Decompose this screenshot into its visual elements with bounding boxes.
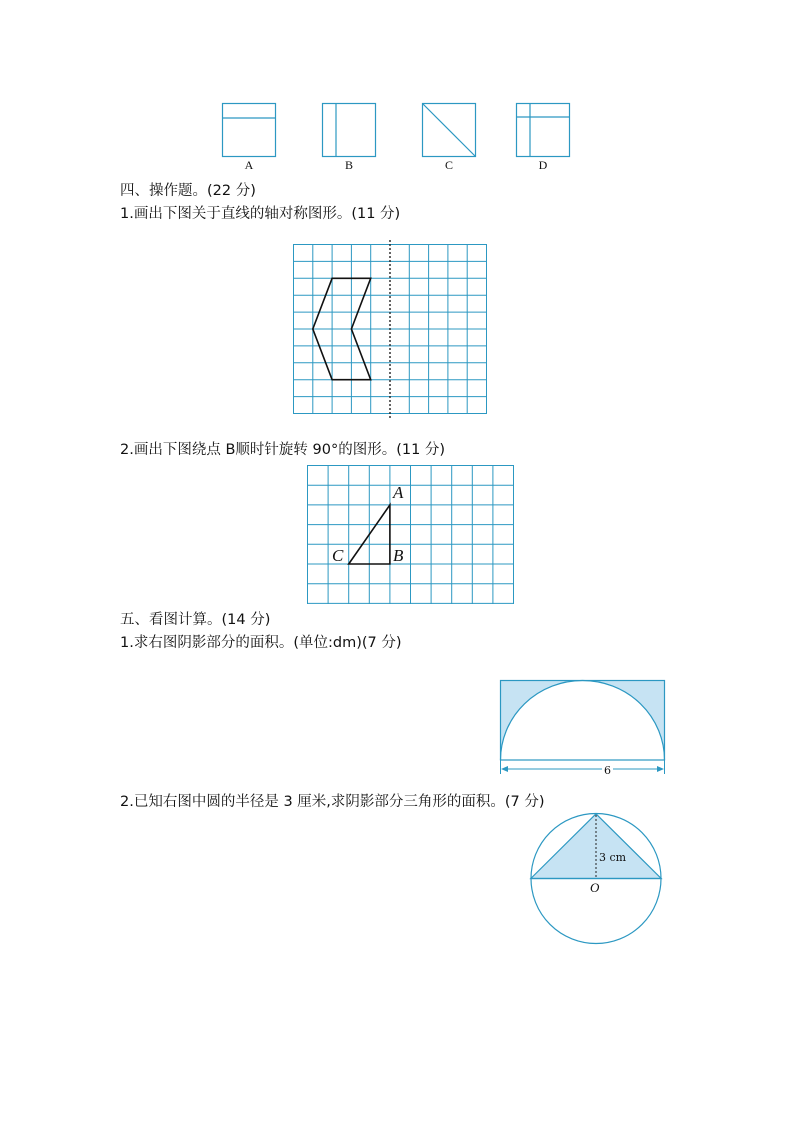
section-5-question-1: 1.求右图阴影部分的面积。(单位:dm)(7 分) [120, 635, 402, 651]
point-c-label: C [332, 546, 344, 565]
point-a-label: A [393, 483, 404, 502]
option-label-b: B [344, 158, 353, 172]
symmetry-grid [293, 244, 488, 414]
shaded-region [501, 681, 665, 761]
section-4-question-1: 1.画出下图关于直线的轴对称图形。(11 分) [120, 206, 401, 222]
center-label: O [590, 880, 600, 895]
option-d-figure [516, 103, 570, 157]
section-4-heading: 四、操作题。(22 分) [120, 183, 256, 199]
option-label-a: A [244, 158, 254, 172]
grid-lines [307, 465, 514, 604]
option-a-figure [222, 103, 276, 157]
option-c-figure [422, 103, 476, 157]
option-label-c: C [444, 158, 453, 172]
section-5-question-2: 2.已知右图中圆的半径是 3 厘米,求阴影部分三角形的面积。(7 分) [120, 794, 545, 810]
point-b-label: B [393, 546, 404, 565]
section-4-question-2: 2.画出下图绕点 B顺时针旋转 90°的图形。(11 分) [120, 442, 446, 458]
option-b-figure [322, 103, 376, 157]
rotation-grid [307, 465, 515, 604]
semicircle-figure [500, 680, 666, 776]
radius-label: 3 cm [599, 851, 627, 864]
section-5-heading: 五、看图计算。(14 分) [120, 612, 271, 628]
circle-figure [530, 813, 662, 945]
option-label-d: D [538, 158, 548, 172]
width-label: 6 [604, 764, 611, 777]
